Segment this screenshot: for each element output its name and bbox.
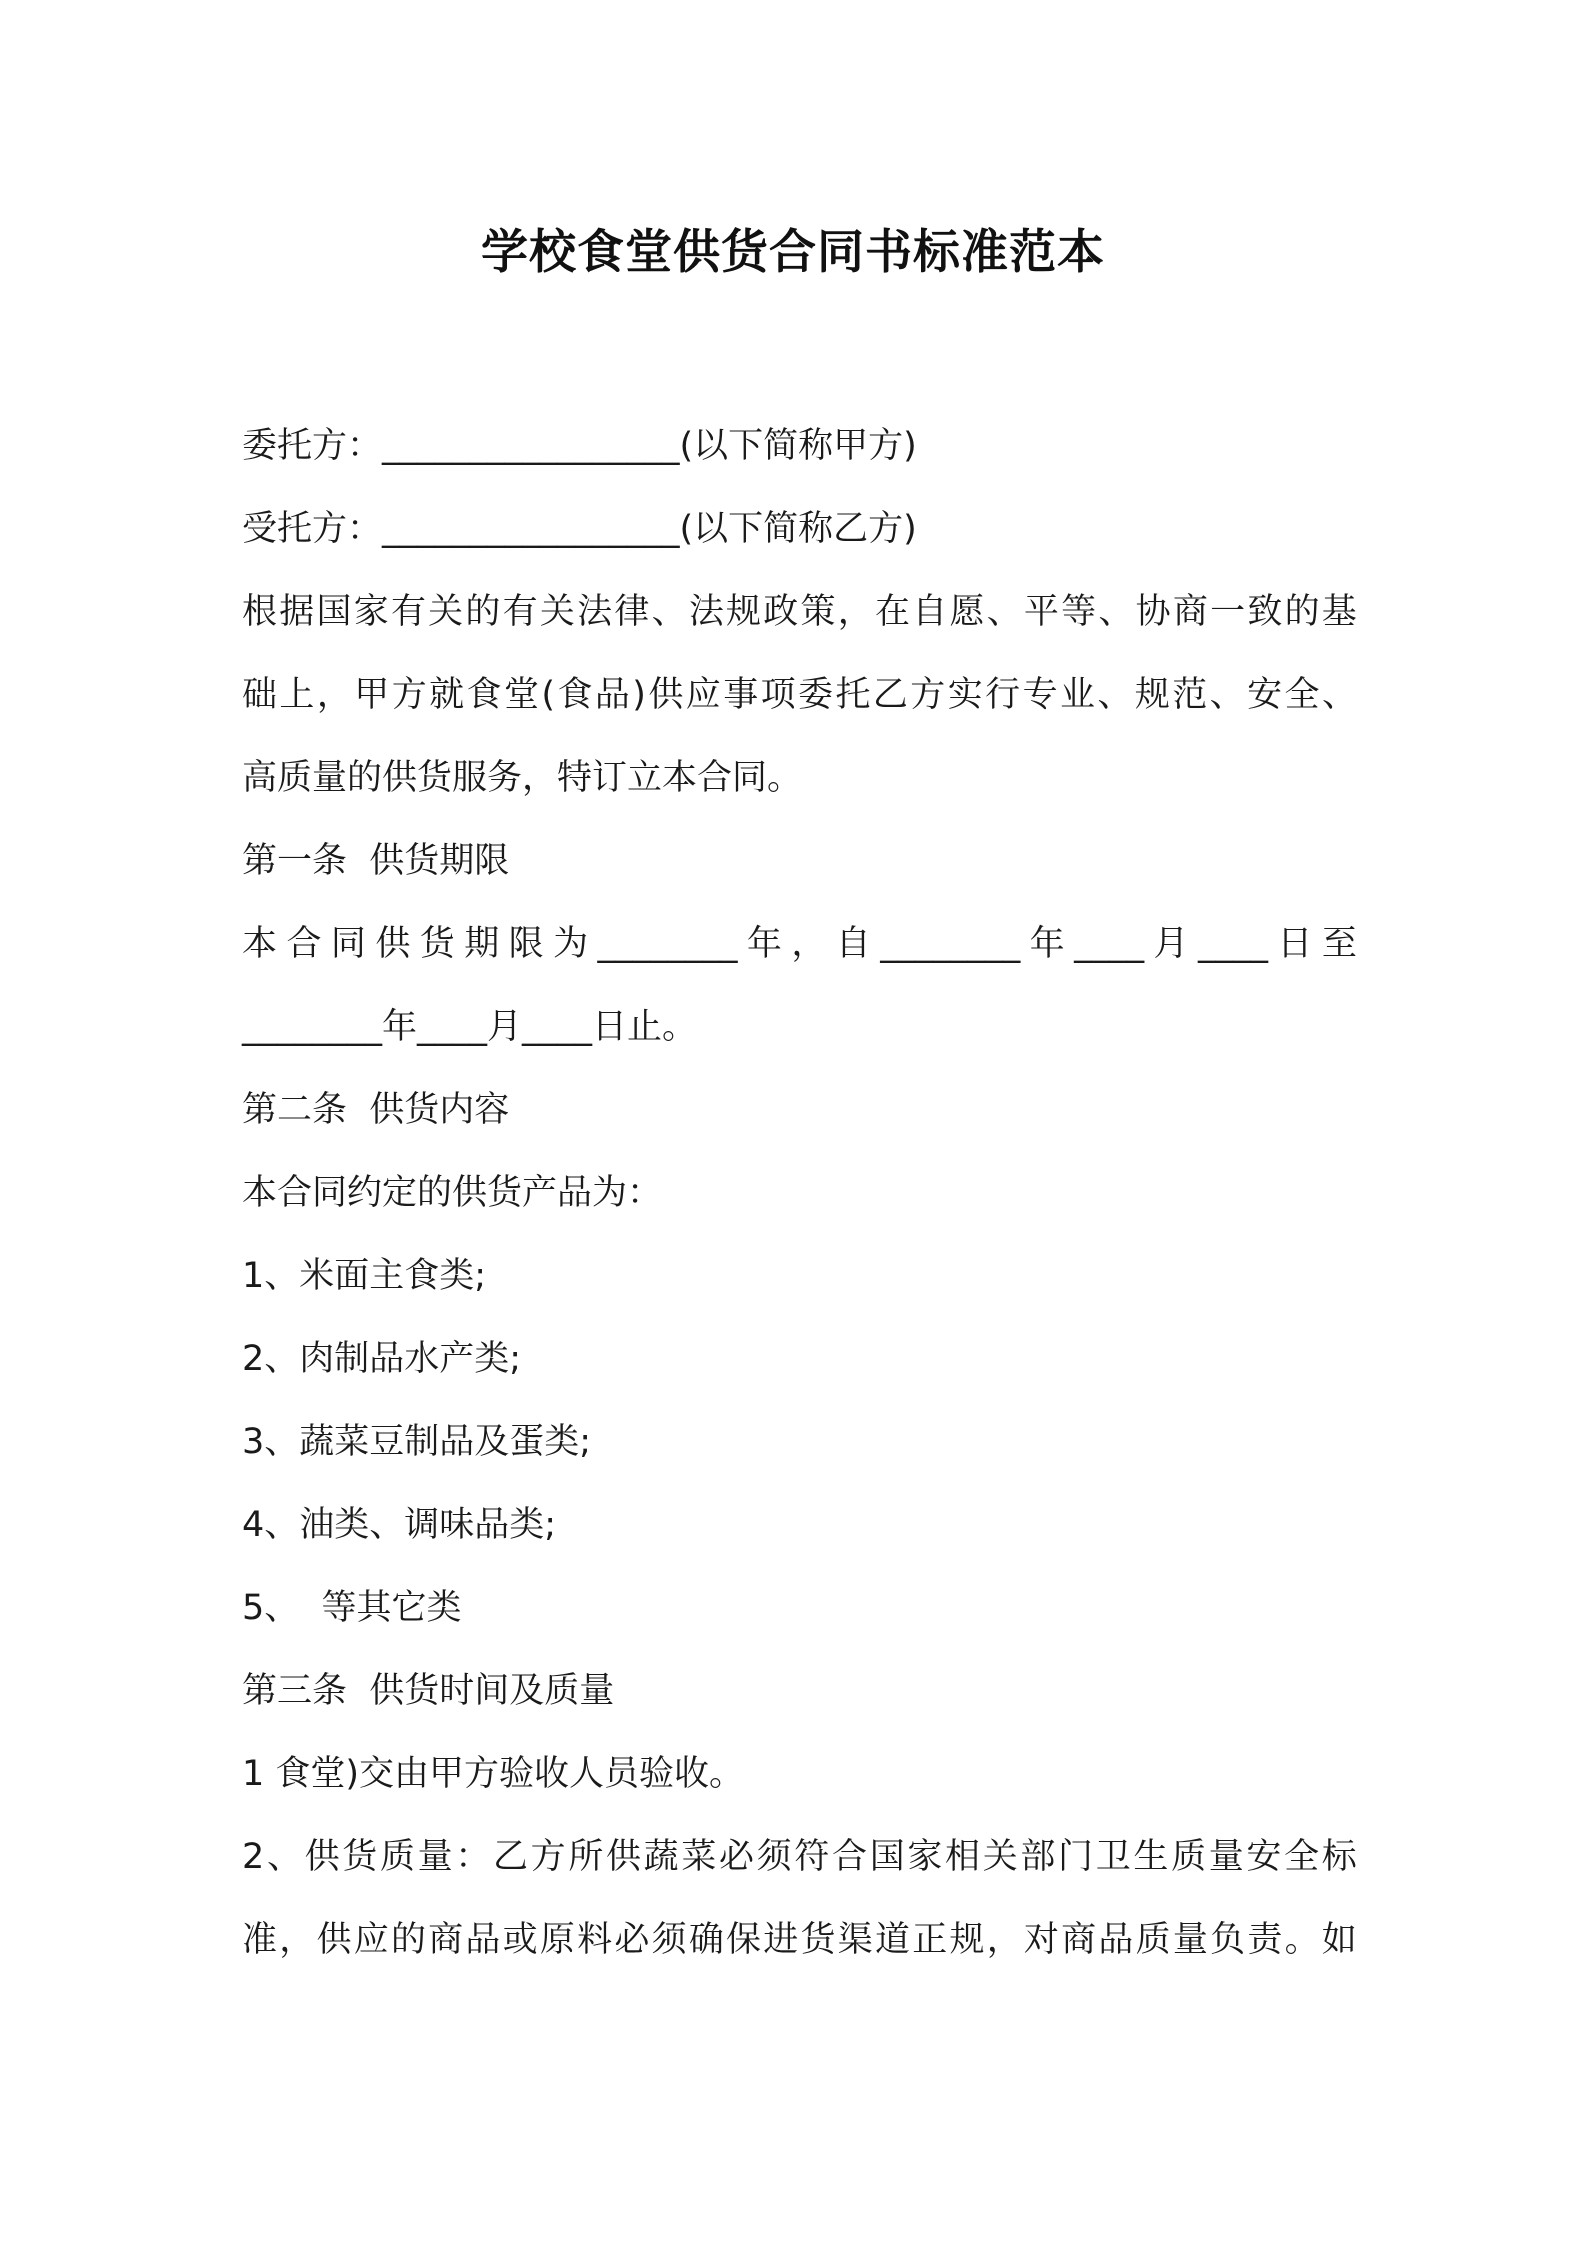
principal-party-line: 委托方：_________________(以下简称甲方) bbox=[242, 426, 917, 466]
supply-quality-line: 准 ， 供 应 的 商 品 或 原 料 必 须 确 保 进 货 渠 道 正 规 ， 对 商 品 质 量 负 责 。 如 bbox=[242, 1920, 1357, 1960]
supply-term-line: ________年____月____日止。 bbox=[242, 1007, 698, 1047]
supply-products-intro: 本合同约定的供货产品为： bbox=[242, 1173, 663, 1213]
article-2-heading: 第二条 供货内容 bbox=[242, 1090, 510, 1130]
list-item: 3、蔬菜豆制品及蛋类; bbox=[242, 1422, 592, 1462]
intro-paragraph-line: 根 据 国 家 有 关 的 有 关 法 律 、 法 规 政 策 ， 在 自 愿 、 平 等 、 协 商 一 致 的 基 bbox=[242, 592, 1357, 632]
document-body bbox=[242, 405, 1357, 1982]
intro-paragraph-line: 础 上 ， 甲 方 就 食 堂 ( 食 品 ) 供 应 事 项 委 托 乙 方 实 行 专 业 、 规 范 、 安 全 、 bbox=[242, 675, 1357, 715]
document-title: 学校食堂供货合同书标准范本 bbox=[481, 225, 1105, 280]
intro-paragraph-line: 高质量的供货服务，特订立本合同。 bbox=[242, 758, 803, 798]
article-1-heading: 第一条 供货期限 bbox=[242, 841, 510, 881]
list-item: 4、油类、调味品类; bbox=[242, 1505, 557, 1545]
agent-party-line: 受托方：_________________(以下简称乙方) bbox=[242, 509, 917, 549]
article-3-heading: 第三条 供货时间及质量 bbox=[242, 1671, 615, 1711]
list-item: 1、米面主食类; bbox=[242, 1256, 487, 1296]
list-item: 5、 等其它类 bbox=[242, 1588, 462, 1628]
supply-quality-line: 2 、 供 货 质 量 ： 乙 方 所 供 蔬 菜 必 须 符 合 国 家 相 关 部 门 卫 生 质 量 安 全 标 bbox=[242, 1837, 1357, 1877]
supply-term-line: 本 合 同 供 货 期 限 为 ________ 年 ， 自 ________ 年 ____ 月 ____ 日 至 bbox=[242, 924, 1357, 964]
delivery-time-line: 1 食堂)交由甲方验收人员验收。 bbox=[242, 1754, 745, 1794]
list-item: 2、肉制品水产类; bbox=[242, 1339, 522, 1379]
